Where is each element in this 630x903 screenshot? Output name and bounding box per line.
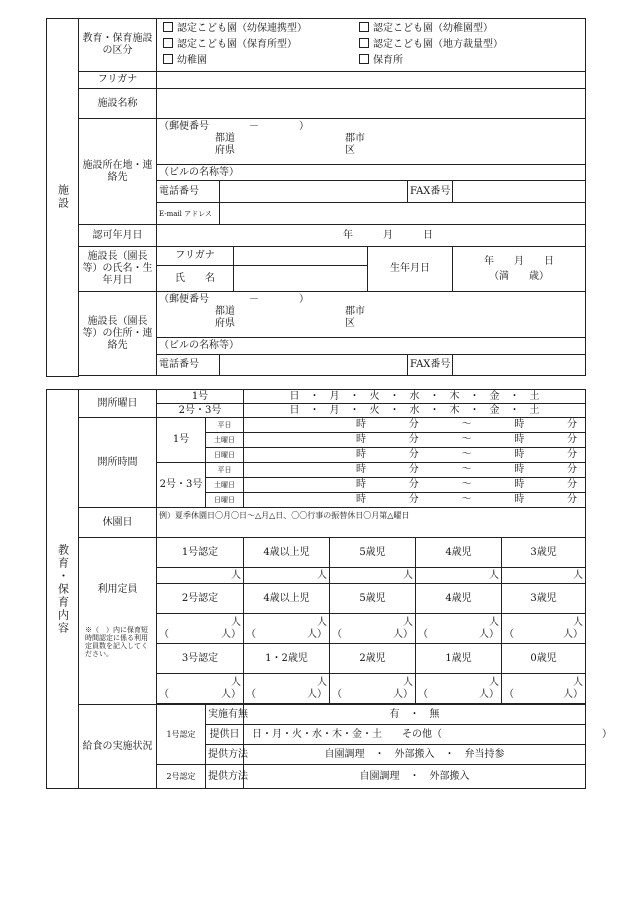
birth-field[interactable]: 年 月 日 （満 歳） (453, 247, 586, 292)
hours-field[interactable]: 時 分 ～ 時 分 (244, 433, 586, 448)
meals-impl-field[interactable]: 有 ・ 無 (244, 705, 586, 725)
furigana-field[interactable] (157, 72, 586, 89)
holiday-field[interactable]: 例）夏季休園日〇月〇日～△月△日、〇〇行事の振替休日〇月第△曜日 (157, 508, 586, 538)
section-content-label: 教育・保育内容 (47, 390, 79, 789)
hours-day-type: 土曜日 (206, 478, 244, 493)
approval-date-label: 認可年月日 (79, 225, 157, 247)
director-fax-field[interactable] (453, 355, 586, 376)
holiday-label: 休園日 (79, 508, 157, 538)
hours-field[interactable]: 時 分 ～ 時 分 (244, 463, 586, 478)
checkbox-icon[interactable] (163, 38, 173, 48)
meals-impl-label: 実施有無 (206, 705, 244, 725)
director-building-name: （ビルの名称等） (157, 338, 586, 355)
hours-field[interactable]: 時 分 ～ 時 分 (244, 493, 586, 508)
director-name-label: 氏 名 (157, 266, 234, 292)
facility-type-label: 教育・保育施設の区分 (79, 19, 157, 72)
hours-g1-label: 1号 (157, 418, 206, 463)
checkbox-icon[interactable] (163, 54, 173, 64)
open-days-23-label: 2号・3号 (157, 404, 244, 418)
hours-day-type: 日曜日 (206, 493, 244, 508)
fax-field[interactable] (453, 181, 586, 203)
checkbox-icon[interactable] (359, 38, 369, 48)
director-name-field[interactable] (234, 266, 368, 292)
checkbox-icon[interactable] (163, 22, 173, 32)
address-field[interactable]: （郵便番号 － ） 都道 郡市 府県 区 (157, 119, 586, 165)
type-option-1[interactable]: 認定こども園（幼保連携型） (163, 21, 359, 37)
hours-label: 開所時間 (79, 418, 157, 508)
approval-date-field[interactable]: 年 月 日 (157, 225, 586, 247)
hours-field[interactable]: 時 分 ～ 時 分 (244, 448, 586, 463)
director-label: 施設長（園長等）の氏名・生年月日 (79, 247, 157, 292)
capacity-label: 利用定員 ※（ ）内に保育短時間認定に係る利用定員数を記入してください。 (79, 538, 157, 705)
email-field[interactable] (220, 203, 586, 225)
meals-method2-field[interactable]: 自園調理 ・ 外部搬入 (244, 765, 586, 789)
furigana-label: フリガナ (79, 72, 157, 89)
cap-g3-label: 3号認定 (157, 644, 244, 674)
meals-method2-label: 提供方法 (206, 765, 244, 789)
hours-field[interactable]: 時 分 ～ 時 分 (244, 418, 586, 433)
type-option-4[interactable]: 認定こども園（地方裁量型） (359, 37, 503, 53)
content-form-table: 教育・保育内容 開所曜日 1号 日 ・ 月 ・ 火 ・ 水 ・ 木 ・ 金 ・ 土 2号・3号 日 ・ 月 ・ 火 ・ 水 ・ 木 ・ 金 ・ 土 開所時間 1号 平日 時 分 ～ 時 分 土曜日 時 分 ～ 時 分 日曜日 時 分 ～ 時 分 2号・3号 平日 時 分 ～ 時 分 土曜日 時 分 ～ 時 分 日曜日 時 分 ～ 時 分 休園日 例）夏季休園日〇月〇日～△月△日、〇〇行事の振替休日〇月第△曜日 利用定員 ※（ ）内に保育短時間認定に係る利用定員数を記入してください。 1号認定 4歳以上児 5歳児 4歳児 3歳児 人 人 人 人 人 2号認定 4歳以上児 5歳児 4歳児 3歳児 人 （ 人） 人 （ 人） 人 （ 人） 人 （ 人） 人 （ 人） 3号認定 1・2歳児 2歳児 1歳児 0歳児 人 （ 人） 人 （ 人） 人 （ 人） 人 （ 人） 人 （ 人） 給食の実施状況 1号認定 実施有無 有 ・ 無 提供日 日・月・火・水・木・金・土 その他（ ） 提供方法 自園調理 ・ 外部搬入 ・ 弁当持参 2号認定 提供方法 自園調理 ・ 外部搬入 (46, 389, 586, 789)
open-days-label: 開所曜日 (79, 390, 157, 418)
checkbox-icon[interactable] (359, 54, 369, 64)
director-furigana-label: フリガナ (157, 247, 234, 266)
type-option-3[interactable]: 認定こども園（保育所型） (163, 37, 359, 53)
cap-g1-total[interactable]: 人 (157, 568, 244, 584)
facility-type-options (157, 19, 586, 72)
meals-method-label: 提供方法 (206, 745, 244, 765)
director-address-label: 施設長（園長等）の住所・連絡先 (79, 292, 157, 376)
type-option-6[interactable]: 保育所 (359, 53, 403, 69)
facility-name-field[interactable] (157, 89, 586, 119)
email-label: E-mail アドレス (157, 203, 220, 225)
type-option-2[interactable]: 認定こども園（幼稚園型） (359, 21, 493, 37)
open-days-1-label: 1号 (157, 390, 244, 404)
open-days-23-field[interactable]: 日 ・ 月 ・ 火 ・ 水 ・ 木 ・ 金 ・ 土 (244, 404, 586, 418)
facility-name-label: 施設名称 (79, 89, 157, 119)
hours-day-type: 平日 (206, 418, 244, 433)
director-fax-label: FAX番号 (408, 355, 453, 376)
building-name: （ビルの名称等） (157, 165, 586, 181)
hours-day-type: 日曜日 (206, 448, 244, 463)
cap-g1-label: 1号認定 (157, 538, 244, 568)
type-option-5[interactable]: 幼稚園 (163, 53, 359, 69)
open-days-1-field[interactable]: 日 ・ 月 ・ 火 ・ 水 ・ 木 ・ 金 ・ 土 (244, 390, 586, 404)
director-phone-label: 電話番号 (157, 355, 220, 376)
hours-g23-label: 2号・3号 (157, 463, 206, 508)
director-address-field[interactable]: （郵便番号 － ） 都道 郡市 府県 区 (157, 292, 586, 338)
hours-day-type: 土曜日 (206, 433, 244, 448)
facility-form-table (46, 18, 586, 377)
meals-g1-label: 1号認定 (157, 705, 206, 765)
meals-g2-label: 2号認定 (157, 765, 206, 789)
address-label: 施設所在地・連絡先 (79, 119, 157, 225)
hours-day-type: 平日 (206, 463, 244, 478)
birth-label: 生年月日 (368, 247, 453, 292)
director-furigana-field[interactable] (234, 247, 368, 266)
section-facility-label: 施設 (47, 19, 79, 377)
meals-method1-field[interactable]: 自園調理 ・ 外部搬入 ・ 弁当持参 (244, 745, 586, 765)
cap-g2-label: 2号認定 (157, 584, 244, 614)
phone-field[interactable] (220, 181, 408, 203)
meals-days-field[interactable]: 日・月・火・水・木・金・土 その他（ ） (244, 725, 586, 745)
checkbox-icon[interactable] (359, 22, 369, 32)
phone-label: 電話番号 (157, 181, 220, 203)
meals-label: 給食の実施状況 (79, 705, 157, 789)
fax-label: FAX番号 (408, 181, 453, 203)
hours-field[interactable]: 時 分 ～ 時 分 (244, 478, 586, 493)
meals-days-label: 提供日 (206, 725, 244, 745)
director-phone-field[interactable] (220, 355, 408, 376)
capacity-note: ※（ ）内に保育短時間認定に係る利用定員数を記入してください。 (85, 626, 148, 658)
